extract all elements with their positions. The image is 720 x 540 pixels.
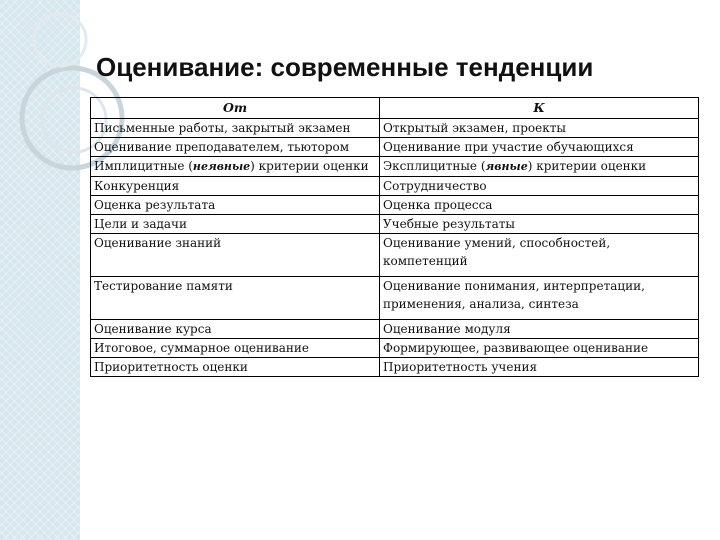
to-cell: Сотрудничество xyxy=(380,177,699,196)
table-row xyxy=(91,177,699,196)
table-row xyxy=(91,277,699,320)
from-cell: Итоговое, суммарное оценивание xyxy=(91,339,380,358)
to-cell: Приоритетность учения xyxy=(380,358,699,377)
table-row xyxy=(91,138,699,157)
from-cell xyxy=(91,157,380,177)
from-cell: Конкуренция xyxy=(91,177,380,196)
column-header-from: От xyxy=(91,98,380,119)
table-row xyxy=(91,320,699,339)
to-cell: Формирующее, развивающее оценивание xyxy=(380,339,699,358)
to-cell: Оценивание при участие обучающихся xyxy=(380,138,699,157)
to-text-after: ) критерии оценки xyxy=(527,159,647,173)
to-emphasis: явные xyxy=(485,160,528,173)
table-row xyxy=(91,157,699,177)
from-cell: Оценивание знаний xyxy=(91,234,380,277)
from-emphasis: неявные xyxy=(192,160,251,173)
from-cell: Тестирование памяти xyxy=(91,277,380,320)
from-text-after: ) критерии оценки xyxy=(250,159,369,173)
from-cell: Оценка результата xyxy=(91,196,380,215)
to-cell: Оценка процесса xyxy=(380,196,699,215)
table-header-row xyxy=(91,98,699,119)
from-text-before: Имплицитные ( xyxy=(94,159,193,173)
table-row xyxy=(91,339,699,358)
to-cell: Учебные результаты xyxy=(380,215,699,234)
from-cell: Цели и задачи xyxy=(91,215,380,234)
page-title: Оценивание: современные тенденции xyxy=(96,52,594,82)
from-cell: Письменные работы, закрытый экзамен xyxy=(91,119,380,138)
table-row xyxy=(91,358,699,377)
to-cell: Открытый экзамен, проекты xyxy=(380,119,699,138)
to-cell xyxy=(380,157,699,177)
from-cell: Оценивание курса xyxy=(91,320,380,339)
to-text-before: Эксплицитные ( xyxy=(383,159,486,173)
table-row xyxy=(91,234,699,277)
to-cell: Оценивание умений, способностей, компетенций xyxy=(380,234,699,277)
table-row xyxy=(91,119,699,138)
to-cell: Оценивание понимания, интерпретации, применения, анализа, синтеза xyxy=(380,277,699,320)
from-cell: Приоритетность оценки xyxy=(91,358,380,377)
to-cell: Оценивание модуля xyxy=(380,320,699,339)
column-header-to: К xyxy=(380,98,699,119)
table-row xyxy=(91,215,699,234)
comparison-table xyxy=(90,97,699,377)
table-row xyxy=(91,196,699,215)
from-cell: Оценивание преподавателем, тьютором xyxy=(91,138,380,157)
ring-small xyxy=(34,14,86,66)
